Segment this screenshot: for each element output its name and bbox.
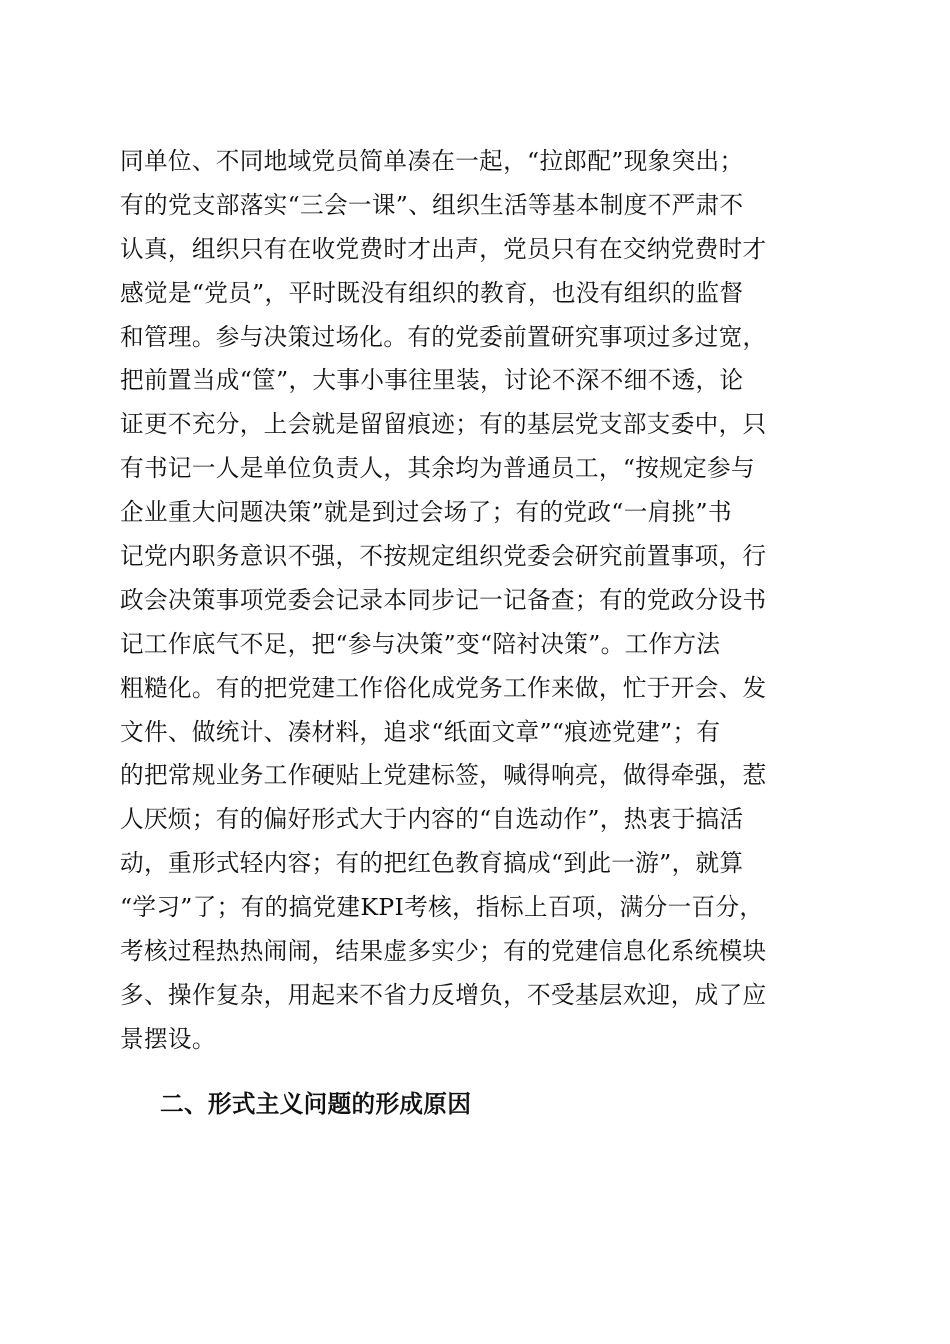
section-heading: 二、形式主义问题的形成原因 (160, 1090, 472, 1118)
body-line: 文件、做统计、凑材料，追求“纸面文章”“痕迹党建”；有 (120, 717, 721, 746)
body-text (120, 140, 840, 1062)
body-line: 认真，组织只有在收党费时才出声，党员只有在交纳党费时才 (120, 234, 767, 263)
body-line: 感觉是“党员”，平时既没有组织的教育，也没有组织的监督 (120, 278, 744, 307)
body-line: 多、操作复杂，用起来不省力反增负，不受基层欢迎，成了应 (120, 980, 767, 1009)
body-line: 粗糙化。有的把党建工作俗化成党务工作来做，忙于开会、发 (120, 673, 767, 702)
body-line: 证更不充分，上会就是留留痕迹；有的基层党支部支委中，只 (120, 410, 767, 439)
body-line: 考核过程热热闹闹，结果虚多实少；有的党建信息化系统模块 (120, 937, 767, 966)
body-line: 政会决策事项党委会记录本同步记一记备查；有的党政分设书 (120, 585, 767, 614)
body-line: 景摆设。 (120, 1024, 216, 1053)
body-line: 把前置当成“筐”，大事小事往里装，讨论不深不细不透，论 (120, 366, 744, 395)
body-line: “学习”了；有的搞党建KPI考核，指标上百项，满分一百分， (120, 893, 764, 922)
body-line: 有书记一人是单位负责人，其余均为普通员工，“按规定参与 (120, 454, 755, 483)
body-line: 企业重大问题决策”就是到过会场了；有的党政“一肩挑”书 (120, 498, 732, 527)
body-line: 的把常规业务工作硬贴上党建标签，喊得响亮，做得牵强，惹 (120, 761, 767, 790)
body-line: 记党内职务意识不强，不按规定组织党委会研究前置事项，行 (120, 542, 767, 571)
body-line: 动，重形式轻内容；有的把红色教育搞成“到此一游”，就算 (120, 849, 744, 878)
body-line: 记工作底气不足，把“参与决策”变“陪衬决策”。工作方法 (120, 629, 721, 658)
body-line: 人厌烦；有的偏好形式大于内容的“自选动作”，热衷于搞活 (120, 805, 744, 834)
body-line: 有的党支部落实“三会一课”、组织生活等基本制度不严肃不 (120, 190, 744, 219)
body-line: 同单位、不同地域党员简单凑在一起，“拉郎配”现象突出； (120, 147, 744, 175)
body-line: 和管理。参与决策过场化。有的党委前置研究事项过多过宽， (120, 322, 767, 351)
